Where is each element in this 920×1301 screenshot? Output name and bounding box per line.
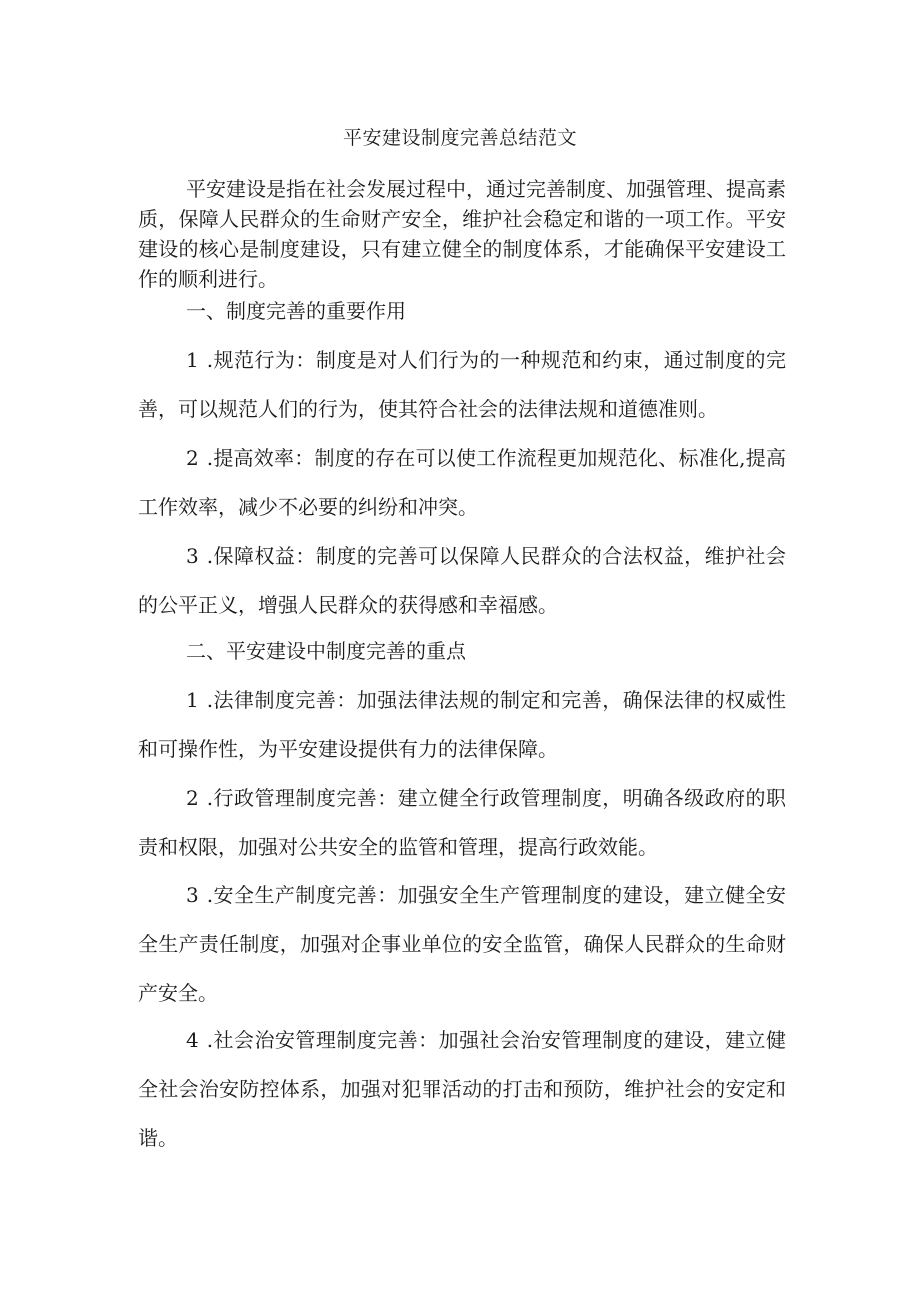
- item-number: 2: [186, 446, 199, 470]
- item-text: .保障权益：制度的完善可以保障人民群众的合法权益，维护社会的公平正义，增强人民群众的获得感和幸福感。: [138, 544, 786, 617]
- section-1-item-2: [138, 434, 786, 532]
- item-text: .规范行为：制度是对人们行为的一种规范和约束，通过制度的完善，可以规范人们的行为，使其符合社会的法律法规和道德准则。: [138, 348, 786, 421]
- item-number: 1: [186, 688, 199, 712]
- item-number: 1: [186, 348, 199, 372]
- section-2-heading: 二、平安建设中制度完善的重点: [186, 639, 466, 663]
- intro-paragraph: 平安建设是指在社会发展过程中，通过完善制度、加强管理、提高素质，保障人民群众的生命财产安全，维护社会稳定和谐的一项工作。平安建设的核心是制度建设，只有建立健全的制度体系，才能确保平安建设工作的顺利进行。: [138, 177, 786, 291]
- section-2-item-2: [138, 774, 786, 872]
- section-1-heading: 一、制度完善的重要作用: [186, 299, 406, 323]
- section-1-item-1: [138, 336, 786, 434]
- item-number: 3: [186, 883, 199, 907]
- document-title: 平安建设制度完善总结范文: [342, 127, 577, 149]
- item-text: .社会治安管理制度完善：加强社会治安管理制度的建设，建立健全社会治安防控体系，加强对犯罪活动的打击和预防，维护社会的安定和谐。: [138, 1028, 786, 1150]
- item-number: 4: [186, 1028, 199, 1052]
- section-2-item-1: [138, 676, 786, 774]
- section-2-item-4: [138, 1016, 786, 1163]
- item-text: .行政管理制度完善：建立健全行政管理制度，明确各级政府的职责和权限，加强对公共安全的监管和管理，提高行政效能。: [138, 786, 786, 859]
- section-2-item-3: [138, 871, 786, 1018]
- item-number: 2: [186, 786, 199, 810]
- item-text: .法律制度完善：加强法律法规的制定和完善，确保法律的权威性和可操作性，为平安建设提供有力的法律保障。: [138, 688, 786, 761]
- item-text: .安全生产制度完善：加强安全生产管理制度的建设，建立健全安全生产责任制度，加强对企事业单位的安全监管，确保人民群众的生命财产安全。: [138, 883, 786, 1005]
- item-text: .提高效率：制度的存在可以使工作流程更加规范化、标准化,提高工作效率，减少不必要的纠纷和冲突。: [138, 446, 786, 519]
- section-1-item-3: [138, 532, 786, 630]
- item-number: 3: [186, 544, 199, 568]
